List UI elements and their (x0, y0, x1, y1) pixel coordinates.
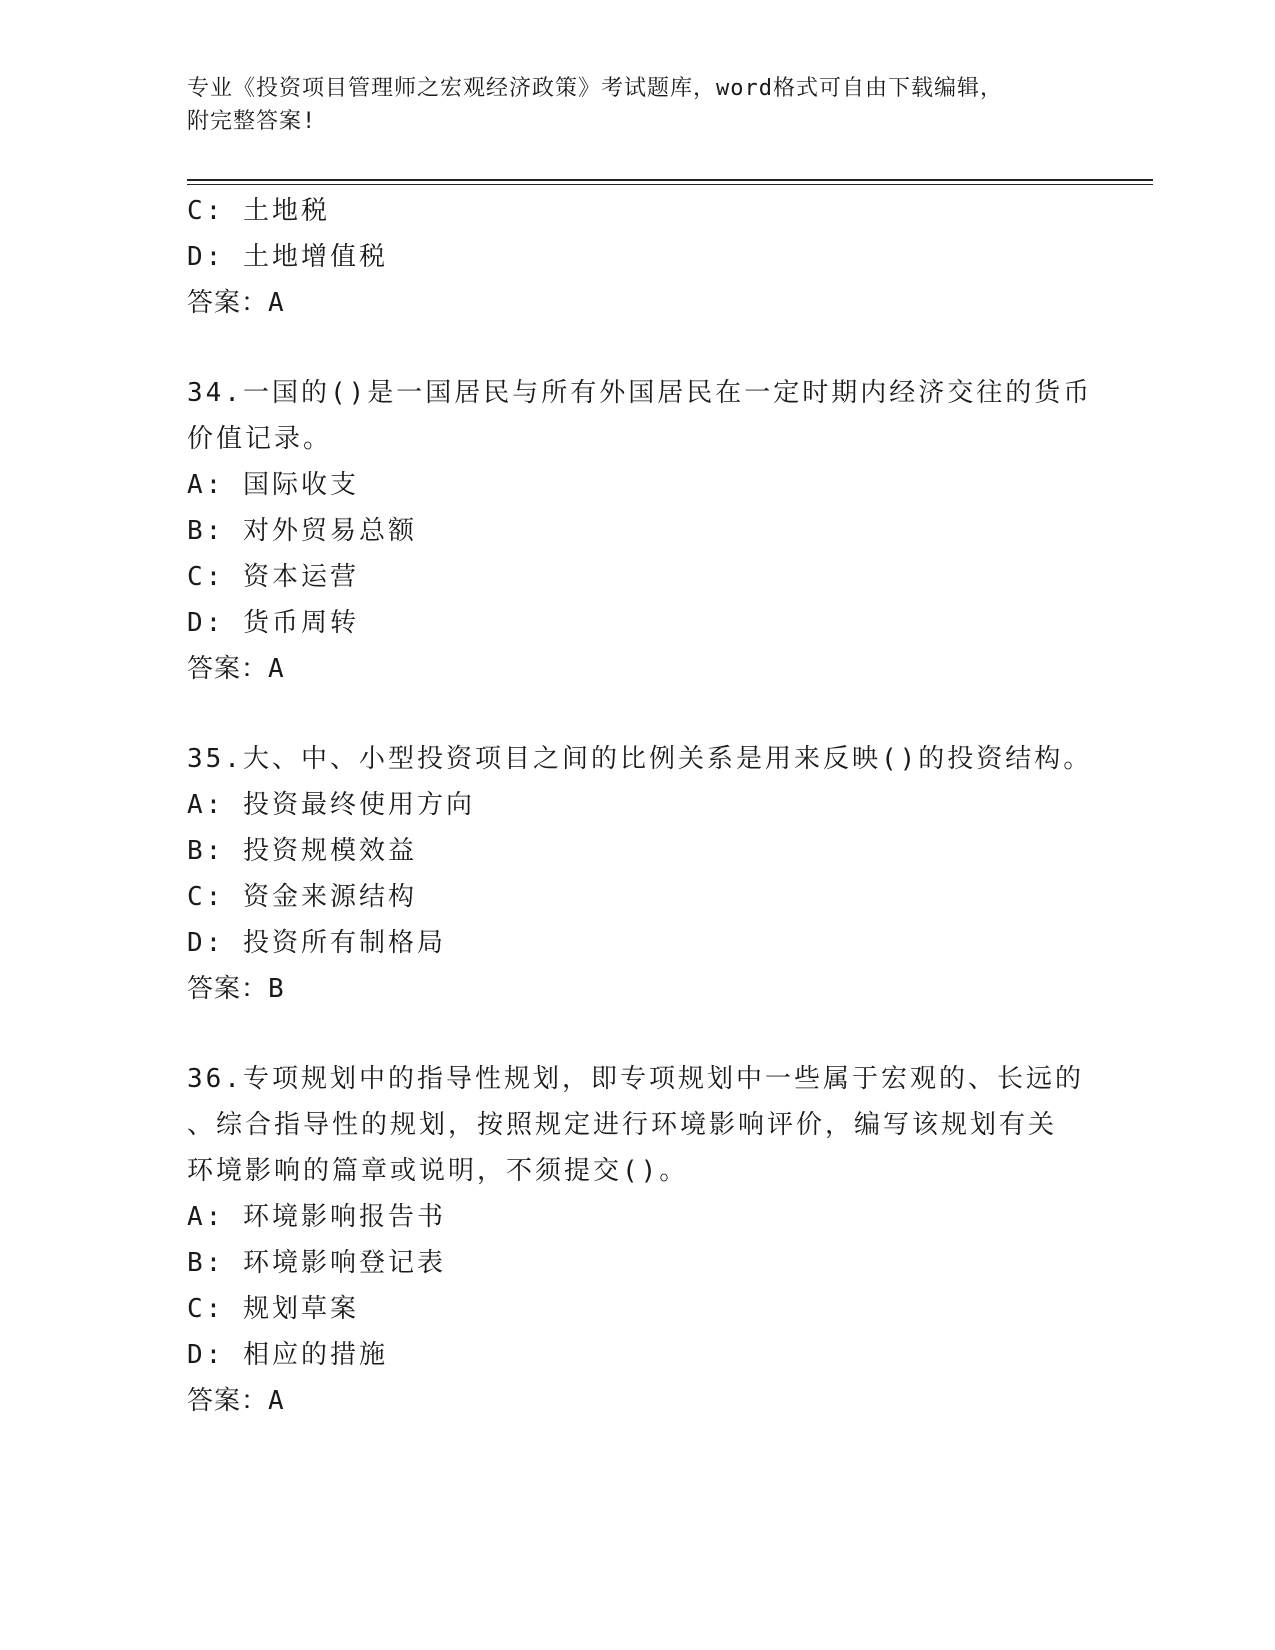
answer-line (187, 966, 1087, 1012)
option-key: B: (187, 836, 243, 866)
question-34 (187, 370, 1093, 692)
option-key: D: (187, 608, 243, 638)
option-key: A: (187, 470, 243, 500)
option-c (187, 188, 1087, 234)
answer-label: 答案： (187, 1386, 269, 1416)
option-text: 资本运营 (242, 562, 359, 592)
option-text: 投资所有制格局 (242, 928, 446, 958)
option-text: 投资规模效益 (242, 836, 417, 866)
option-a (187, 1194, 1087, 1240)
option-a (187, 782, 1087, 828)
option-key: C: (187, 1294, 243, 1324)
option-key: B: (187, 1248, 243, 1278)
option-text: 投资最终使用方向 (242, 790, 475, 820)
question-35 (187, 736, 1093, 1012)
option-key: D: (187, 1340, 243, 1370)
option-text: 货币周转 (242, 608, 359, 638)
option-key: C: (187, 562, 243, 592)
option-c (187, 554, 1087, 600)
question-stem-line: 34.一国的()是一国居民与所有外国居民在一定时期内经济交往的货币 (187, 378, 1093, 408)
question-36 (187, 1056, 1087, 1424)
header-line-2: 附完整答案! (187, 109, 317, 134)
option-text: 环境影响报告书 (242, 1202, 446, 1232)
option-d (187, 600, 1087, 646)
option-d (187, 1332, 1087, 1378)
answer-line (187, 646, 1087, 692)
question-stem-line: 价值记录。 (187, 424, 333, 454)
previous-question-tail (187, 188, 1087, 326)
answer-value: A (268, 1386, 285, 1416)
option-key: D: (187, 242, 243, 272)
option-key: A: (187, 1202, 243, 1232)
option-text: 土地税 (242, 196, 330, 226)
question-stem-line: 36.专项规划中的指导性规划，即专项规划中一些属于宏观的、长远的 (187, 1064, 1084, 1094)
option-key: C: (187, 882, 243, 912)
option-d (187, 234, 1087, 280)
answer-value: A (268, 288, 285, 318)
option-text: 对外贸易总额 (242, 516, 417, 546)
option-c (187, 874, 1087, 920)
answer-label: 答案： (187, 288, 269, 318)
answer-value: A (268, 654, 285, 684)
option-a (187, 462, 1087, 508)
answer-value: B (268, 974, 285, 1004)
option-text: 环境影响登记表 (242, 1248, 446, 1278)
answer-line (187, 1378, 1087, 1424)
question-stem-line: 、综合指导性的规划，按照规定进行环境影响评价，编写该规划有关 (187, 1110, 1058, 1140)
option-text: 资金来源结构 (242, 882, 417, 912)
option-key: B: (187, 516, 243, 546)
header-line-1: 专业《投资项目管理师之宏观经济政策》考试题库，word格式可自由下载编辑， (187, 76, 1003, 101)
page-header (187, 72, 1087, 138)
option-c (187, 1286, 1087, 1332)
option-text: 土地增值税 (242, 242, 388, 272)
option-key: D: (187, 928, 243, 958)
option-d (187, 920, 1087, 966)
option-text: 规划草案 (242, 1294, 359, 1324)
option-text: 国际收支 (242, 470, 359, 500)
option-key: C: (187, 196, 243, 226)
option-b (187, 508, 1087, 554)
option-key: A: (187, 790, 243, 820)
answer-label: 答案： (187, 654, 269, 684)
header-rule-thick (187, 179, 1153, 181)
question-stem-line: 35.大、中、小型投资项目之间的比例关系是用来反映()的投资结构。 (187, 744, 1093, 774)
header-rule-thin (187, 184, 1153, 185)
question-content (187, 188, 1093, 1424)
option-b (187, 828, 1087, 874)
option-b (187, 1240, 1087, 1286)
option-text: 相应的措施 (242, 1340, 388, 1370)
answer-label: 答案： (187, 974, 269, 1004)
answer-line (187, 280, 1087, 326)
question-stem-line: 环境影响的篇章或说明，不须提交()。 (187, 1156, 689, 1186)
